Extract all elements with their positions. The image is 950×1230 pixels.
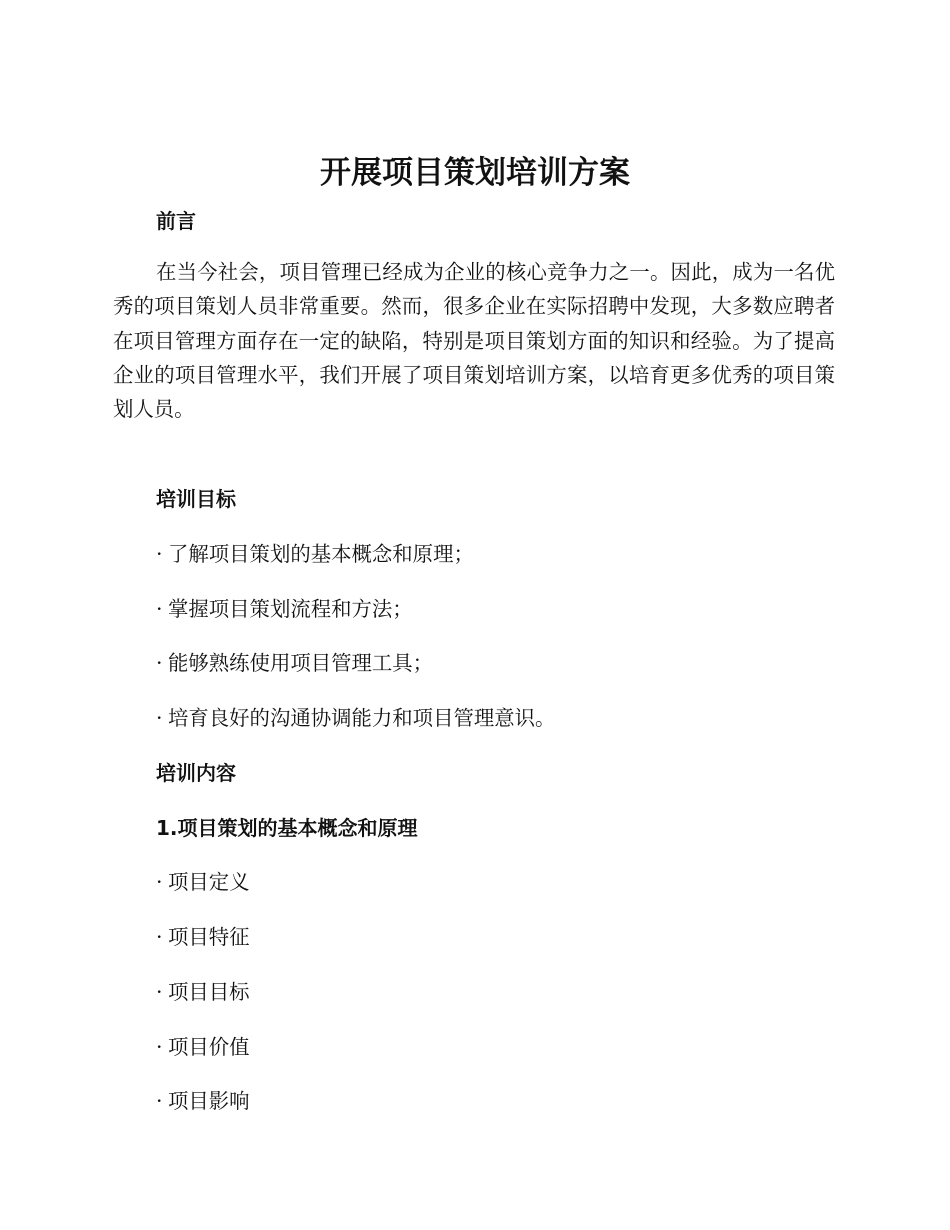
bullet-dot: · xyxy=(156,980,163,1004)
document-title: 开展项目策划培训方案 xyxy=(320,155,630,191)
goal-item-text: 能够熟练使用项目管理工具； xyxy=(168,651,434,675)
bullet-dot: · xyxy=(156,597,163,621)
content-item-text: 项目影响 xyxy=(168,1089,250,1113)
preface-paragraph: 在当今社会，项目管理已经成为企业的核心竞争力之一。因此，成为一名优秀的项目策划人员非常重要。然而，很多企业在实际招聘中发现，大多数应聘者在项目管理方面存在一定的缺陷，特别是项目策划方面的知识和经验。为了提高企业的项目管理水平，我们开展了项目策划培训方案，以培育更多优秀的项目策划人员。 xyxy=(113,260,835,422)
goals-heading: 培训目标 xyxy=(156,487,236,511)
goal-item-text: 掌握项目策划流程和方法； xyxy=(168,597,413,621)
content-item-text: 项目特征 xyxy=(168,925,250,949)
bullet-dot: · xyxy=(156,706,163,730)
section1-heading: 1.项目策划的基本概念和原理 xyxy=(156,816,418,840)
content-item xyxy=(156,1086,250,1116)
content-item-text: 项目价值 xyxy=(168,1035,250,1059)
goal-item-text: 了解项目策划的基本概念和原理； xyxy=(168,542,474,566)
content-item-text: 项目定义 xyxy=(168,870,250,894)
content-heading: 培训内容 xyxy=(156,761,236,785)
content-item xyxy=(156,922,250,952)
goal-item xyxy=(156,594,413,624)
preface-heading: 前言 xyxy=(156,209,196,233)
bullet-dot: · xyxy=(156,925,163,949)
goal-item xyxy=(156,648,433,678)
bullet-dot: · xyxy=(156,651,163,675)
goal-item-text: 培育良好的沟通协调能力和项目管理意识。 xyxy=(168,706,556,730)
bullet-dot: · xyxy=(156,542,163,566)
bullet-dot: · xyxy=(156,870,163,894)
content-item-text: 项目目标 xyxy=(168,980,250,1004)
goal-item xyxy=(156,703,555,733)
goal-item xyxy=(156,539,474,569)
bullet-dot: · xyxy=(156,1035,163,1059)
content-item xyxy=(156,1032,250,1062)
content-item xyxy=(156,977,250,1007)
content-item xyxy=(156,867,250,897)
bullet-dot: · xyxy=(156,1089,163,1113)
